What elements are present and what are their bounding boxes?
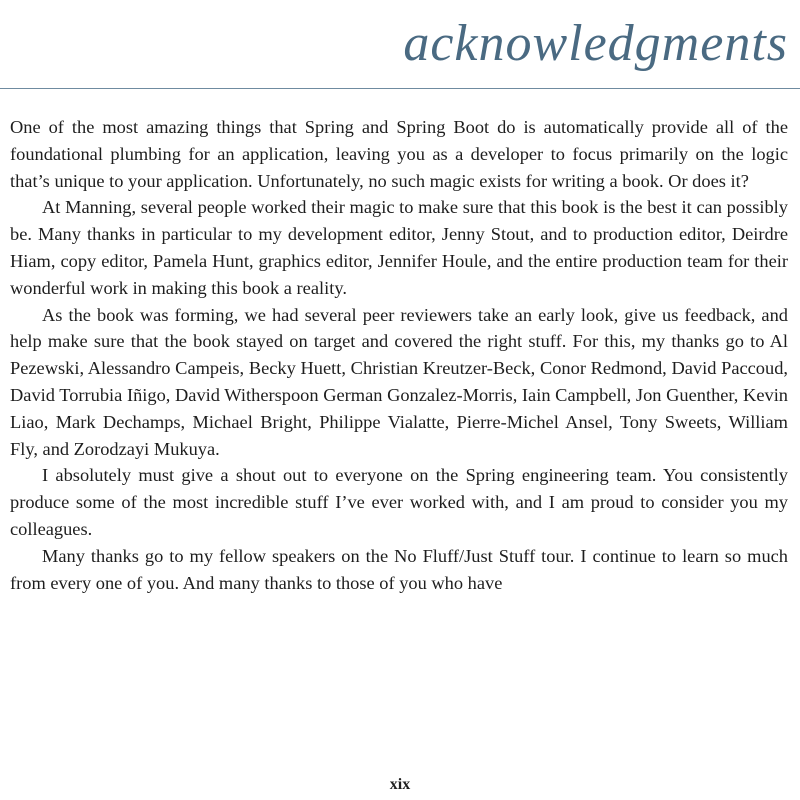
paragraph: One of the most amazing things that Spring and Spring Boot do is automatically provide all of the foundational plumbing for an application, leaving you as a developer to focus primarily on the logic that’s unique to your application. Unfortunately, no such magic exists for writing a book. Or does it?: [10, 117, 788, 191]
paragraph: I absolutely must give a shout out to everyone on the Spring engineering team. You consistently produce some of the most incredible stuff I’ve ever worked with, and I am proud to consider you my colleagues.: [10, 465, 788, 539]
paragraph: As the book was forming, we had several peer reviewers take an early look, give us feedback, and help make sure that the book stayed on target and covered the right stuff. For this, my thanks go to Al Pezewski, Alessandro Campeis, Becky Huett, Christian Kreutzer-Beck, Conor Redmond, David Paccoud, David Torrubia Iñigo, David Witherspoon German Gonzalez-Morris, Iain Campbell, Jon Guenther, Kevin Liao, Mark Dechamps, Michael Bright, Philippe Vialatte, Pierre-Michel Ansel, Tony Sweets, William Fly, and Zorodzayi Mukuya.: [10, 304, 788, 459]
chapter-title: acknowledgments: [403, 15, 788, 72]
paragraph: At Manning, several people worked their magic to make sure that this book is the best it can possibly be. Many thanks in particular to my development editor, Jenny Stout, and to production editor, Deirdre Hiam, copy editor, Pamela Hunt, graphics editor, Jennifer Houle, and the entire production team for their wonderful work in making this book a reality.: [10, 197, 788, 298]
page-number: xix: [389, 776, 411, 793]
title-divider: [0, 88, 800, 89]
paragraph: Many thanks go to my fellow speakers on the No Fluff/Just Stuff tour. I continue to learn so much from every one of you. And many thanks to those of you who have: [10, 545, 788, 593]
body-text: [10, 114, 788, 596]
